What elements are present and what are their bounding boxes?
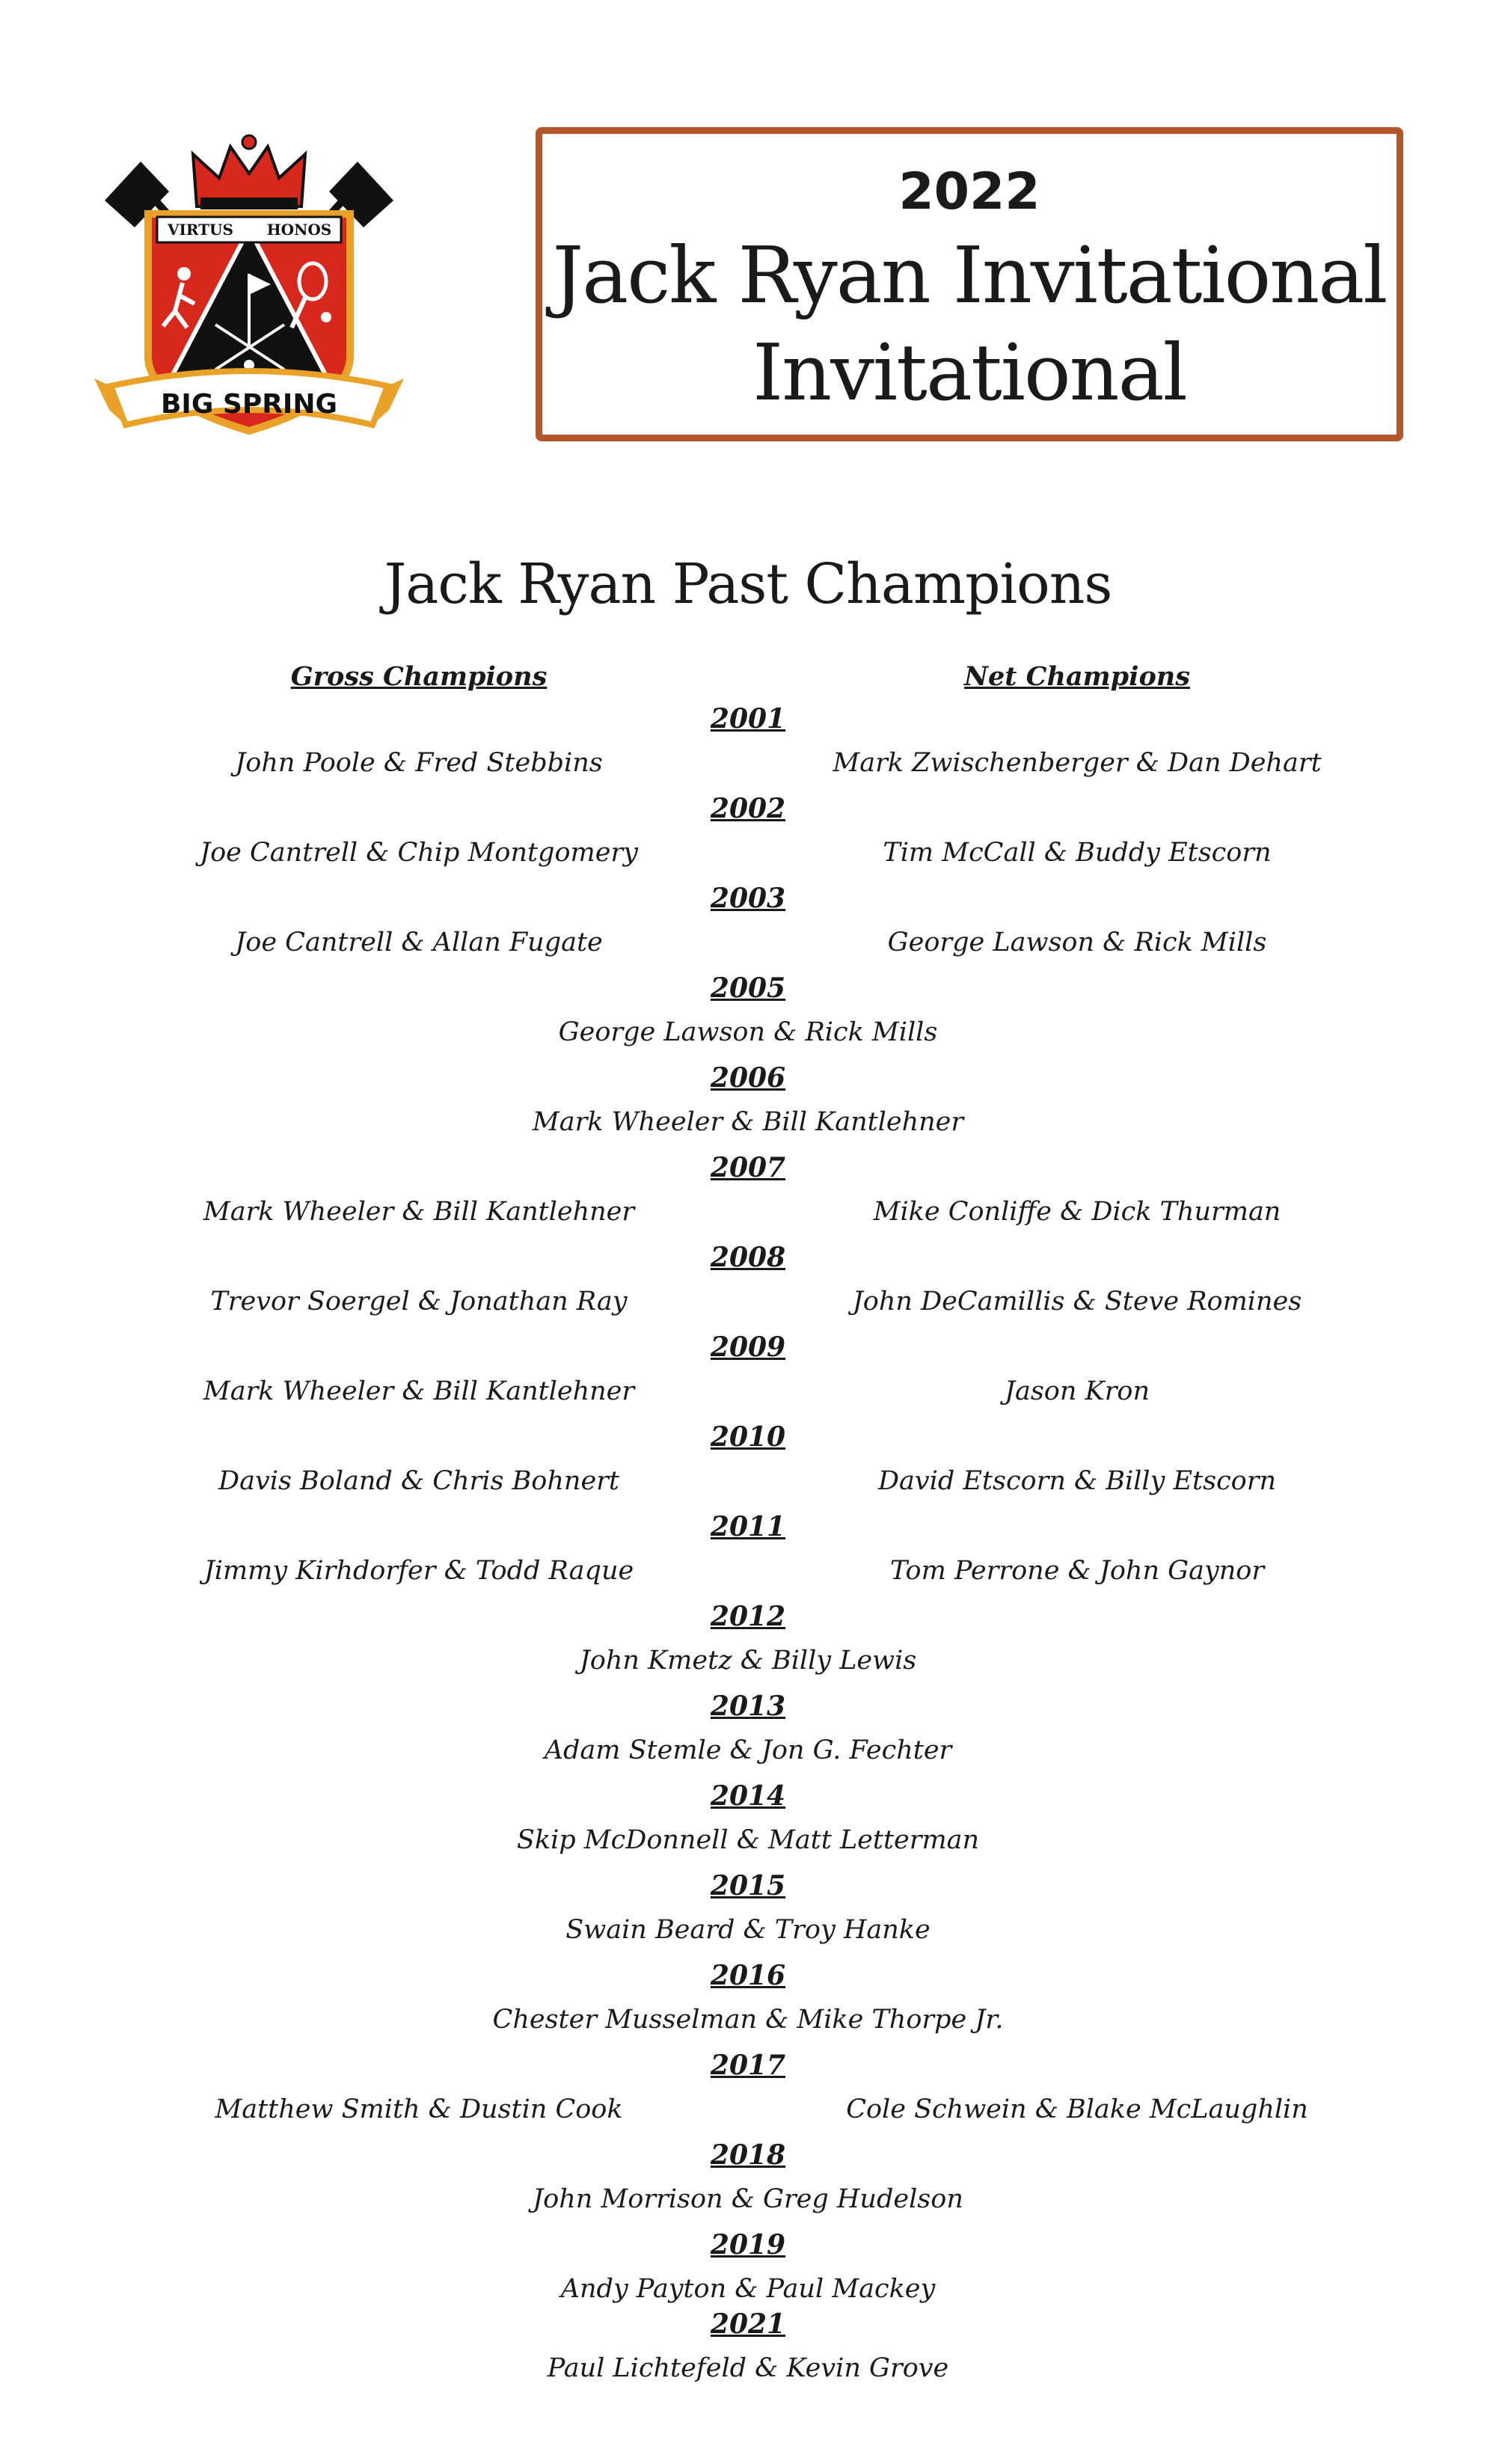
champion-entry <box>0 1062 1496 1152</box>
past-champions-heading: Jack Ryan Past Champions <box>384 552 1112 616</box>
combined-champions: Mark Wheeler & Bill Kantlehner <box>532 1107 964 1137</box>
event-title-line-2: Invitational <box>752 327 1186 418</box>
event-title-line-1: Jack Ryan Invitational <box>552 230 1387 321</box>
net-champions: Mike Conliffe & Dick Thurman <box>873 1197 1281 1227</box>
champion-entry <box>0 2139 1496 2229</box>
event-title-box <box>536 127 1403 441</box>
champion-year: 2021 <box>710 2308 786 2340</box>
net-champions: Cole Schwein & Blake McLaughlin <box>846 2094 1308 2124</box>
champion-entry <box>0 972 1496 1062</box>
champion-year: 2003 <box>710 883 786 914</box>
net-champions: John DeCamillis & Steve Romines <box>852 1287 1302 1317</box>
gross-champions: Trevor Soergel & Jonathan Ray <box>210 1287 628 1317</box>
champion-year: 2019 <box>710 2229 786 2261</box>
champion-entry <box>0 883 1496 972</box>
champion-year: 2001 <box>710 703 786 735</box>
champion-year: 2005 <box>710 972 786 1004</box>
gross-champions: Joe Cantrell & Chip Montgomery <box>200 838 638 868</box>
champion-entry <box>0 1601 1496 1691</box>
event-year: 2022 <box>898 162 1040 221</box>
champion-year: 2011 <box>710 1511 786 1542</box>
motto-left: VIRTUS <box>168 221 233 239</box>
gross-champions-heading: Gross Champions <box>290 661 548 692</box>
champion-entry <box>0 2308 1496 2398</box>
combined-champions: Skip McDonnell & Matt Letterman <box>516 1825 980 1855</box>
gross-champions: Mark Wheeler & Bill Kantlehner <box>203 1376 635 1406</box>
champion-entry <box>0 1511 1496 1601</box>
champion-year: 2012 <box>710 1601 786 1632</box>
champion-entry <box>0 1242 1496 1331</box>
motto-right: HONOS <box>266 221 332 239</box>
champion-year: 2015 <box>710 1870 786 1901</box>
net-champions: Jason Kron <box>1004 1376 1150 1406</box>
champion-year: 2018 <box>710 2139 786 2171</box>
net-champions: Tom Perrone & John Gaynor <box>889 1556 1265 1586</box>
champion-year: 2008 <box>710 1242 786 1273</box>
gross-champions: Matthew Smith & Dustin Cook <box>215 2094 623 2124</box>
crest-banner-text: BIG SPRING <box>160 389 338 420</box>
champion-entry <box>0 1691 1496 1780</box>
combined-champions: Swain Beard & Troy Hanke <box>565 1915 931 1945</box>
champion-year: 2006 <box>710 1062 786 1094</box>
combined-champions: George Lawson & Rick Mills <box>558 1017 938 1047</box>
big-spring-crest-logo <box>88 132 410 461</box>
combined-champions: Adam Stemle & Jon G. Fechter <box>544 1735 952 1765</box>
champion-entry <box>0 793 1496 883</box>
champion-year: 2014 <box>710 1780 786 1812</box>
combined-champions: John Kmetz & Billy Lewis <box>579 1646 917 1676</box>
gross-champions: John Poole & Fred Stebbins <box>235 748 603 778</box>
crown-icon <box>193 135 305 209</box>
combined-champions: Chester Musselman & Mike Thorpe Jr. <box>492 2005 1004 2035</box>
combined-champions: Paul Lichtefeld & Kevin Grove <box>547 2353 949 2383</box>
champion-year: 2007 <box>710 1152 786 1183</box>
champion-entry <box>0 1421 1496 1511</box>
champion-entry <box>0 1152 1496 1242</box>
gross-champions: Jimmy Kirhdorfer & Todd Raque <box>203 1556 634 1586</box>
gross-champions: Mark Wheeler & Bill Kantlehner <box>203 1197 635 1227</box>
champion-year: 2017 <box>710 2050 786 2081</box>
net-champions: Tim McCall & Buddy Etscorn <box>883 838 1272 868</box>
champion-entry <box>0 703 1496 793</box>
champion-year: 2010 <box>710 1421 786 1453</box>
champion-year: 2016 <box>710 1960 786 1991</box>
champion-entry <box>0 2050 1496 2139</box>
net-champions: George Lawson & Rick Mills <box>887 928 1267 957</box>
gross-champions: Joe Cantrell & Allan Fugate <box>235 928 603 957</box>
champion-entry <box>0 1960 1496 2050</box>
champion-entry <box>0 1331 1496 1421</box>
net-champions: Mark Zwischenberger & Dan Dehart <box>833 748 1322 778</box>
net-champions-heading: Net Champions <box>964 661 1190 692</box>
champion-year: 2009 <box>710 1331 786 1363</box>
net-champions: David Etscorn & Billy Etscorn <box>877 1466 1277 1496</box>
champion-year: 2002 <box>710 793 786 824</box>
champion-year: 2013 <box>710 1691 786 1722</box>
champion-entry <box>0 2229 1496 2319</box>
combined-champions: John Morrison & Greg Hudelson <box>533 2184 963 2214</box>
combined-champions: Andy Payton & Paul Mackey <box>560 2274 936 2304</box>
gross-champions: Davis Boland & Chris Bohnert <box>218 1466 619 1496</box>
champion-entry <box>0 1870 1496 1960</box>
champion-entry <box>0 1780 1496 1870</box>
